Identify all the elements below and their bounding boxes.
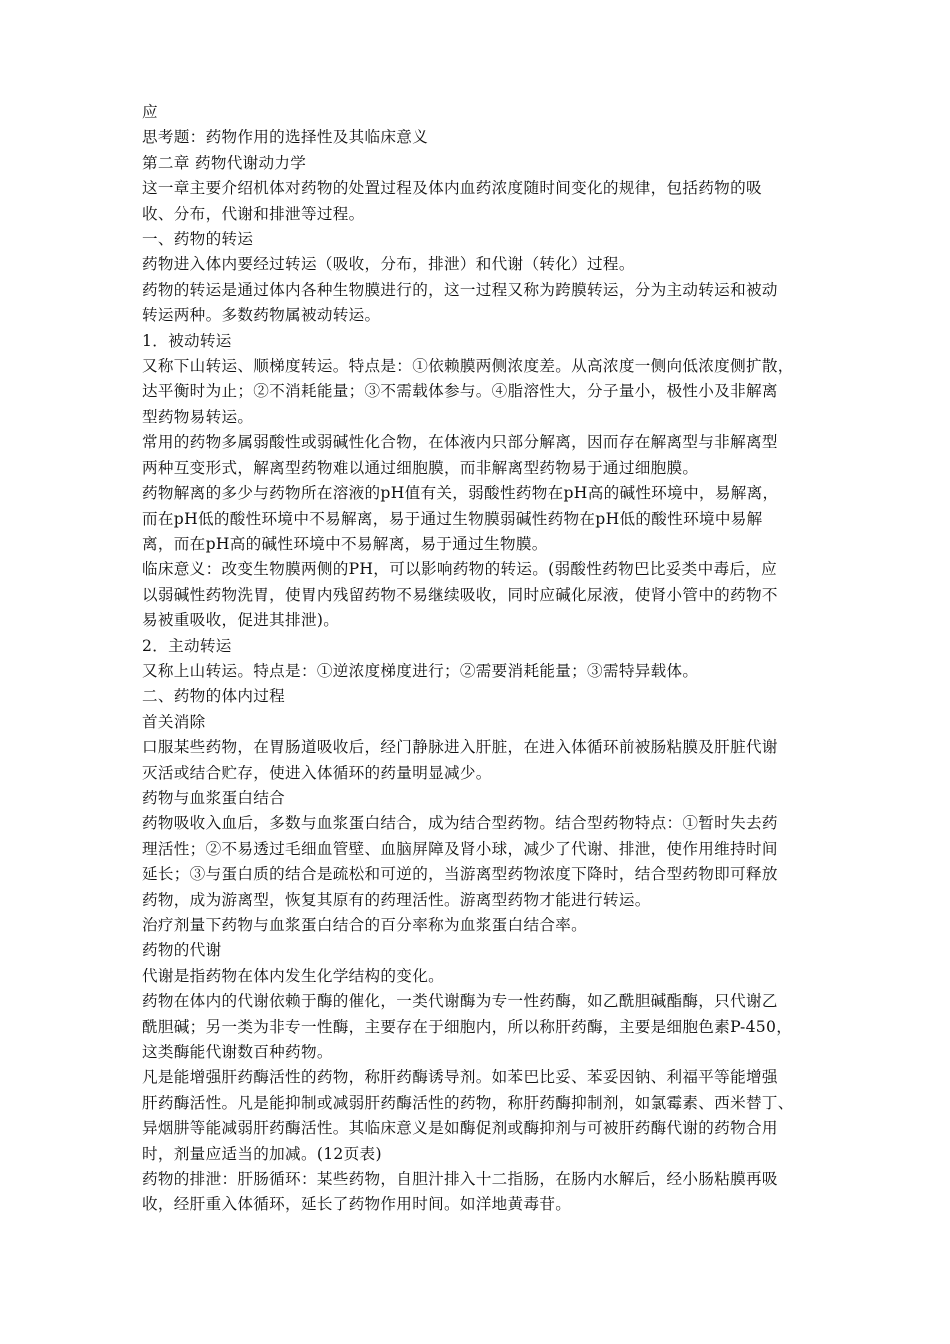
text-line: 口服某些药物，在胃肠道吸收后，经门静脉进入肝脏，在进入体循环前被肠粘膜及肝脏代谢 xyxy=(142,738,778,757)
text-line: 又称上山转运。特点是：①逆浓度梯度进行；②需要消耗能量；③需特异载体。 xyxy=(142,661,699,680)
text-line: 收、分布，代谢和排泄等过程。 xyxy=(142,204,365,223)
text-line: 理活性；②不易透过毛细血管壁、血脑屏障及肾小球，减少了代谢、排泄，使作用维持时间 xyxy=(142,839,778,858)
text-line: 首关消除 xyxy=(142,712,206,731)
text-line: 代谢是指药物在体内发生化学结构的变化。 xyxy=(142,966,444,985)
text-line: 这类酶能代谢数百种药物。 xyxy=(142,1043,333,1062)
text-line: 又称下山转运、顺梯度转运。特点是：①依赖膜两侧浓度差。从高浓度一侧向低浓度侧扩散， xyxy=(142,357,794,376)
text-line: 型药物易转运。 xyxy=(142,407,254,426)
text-line: 离，而在pH高的碱性环境中不易解离，易于通过生物膜。 xyxy=(142,534,548,553)
text-line: 应 xyxy=(142,103,158,121)
text-line: 临床意义：改变生物膜两侧的PH，可以影响药物的转运。(弱酸性药物巴比妥类中毒后，应 xyxy=(142,560,778,579)
text-line: 收，经肝重入体循环，延长了药物作用时间。如洋地黄毒苷。 xyxy=(142,1195,572,1214)
text-line: 异烟肼等能减弱肝药酶活性。其临床意义是如酶促剂或酶抑剂与可被肝药酶代谢的药物合用 xyxy=(142,1119,778,1138)
text-line: 达平衡时为止；②不消耗能量；③不需载体参与。④脂溶性大，分子量小，极性小及非解离 xyxy=(142,382,778,401)
text-line: 以弱碱性药物洗胃，使胃内残留药物不易继续吸收，同时应碱化尿液，使肾小管中的药物不 xyxy=(142,585,778,604)
text-line: 一、药物的转运 xyxy=(142,230,254,249)
text-line: 肝药酶活性。凡是能抑制或减弱肝药酶活性的药物，称肝药酶抑制剂，如氯霉素、西米替丁、 xyxy=(142,1093,794,1112)
text-line: 药物与血浆蛋白结合 xyxy=(142,788,286,807)
text-line: 药物在体内的代谢依赖于酶的催化，一类代谢酶为专一性药酶，如乙酰胆碱酯酶，只代谢乙 xyxy=(142,992,778,1011)
text-line: 药物，成为游离型，恢复其原有的药理活性。游离型药物才能进行转运。 xyxy=(142,890,651,909)
text-line: 酰胆碱；另一类为非专一性酶，主要存在于细胞内，所以称肝药酶，主要是细胞色素P-450， xyxy=(142,1017,793,1036)
text-line: 药物进入体内要经过转运（吸收，分布，排泄）和代谢（转化）过程。 xyxy=(142,255,635,274)
text-line: 延长；③与蛋白质的结合是疏松和可逆的，当游离型药物浓度下降时，结合型药物即可释放 xyxy=(142,865,778,884)
text-line: 药物的排泄：肝肠循环：某些药物，自胆汁排入十二指肠，在肠内水解后，经小肠粘膜再吸 xyxy=(142,1170,778,1189)
text-line: 这一章主要介绍机体对药物的处置过程及体内血药浓度随时间变化的规律，包括药物的吸 xyxy=(142,179,762,198)
text-line: 药物的代谢 xyxy=(142,941,222,960)
text-line: 而在pH低的酸性环境中不易解离，易于通过生物膜弱碱性药物在pH低的酸性环境中易解 xyxy=(142,509,763,528)
text-line: 思考题：药物作用的选择性及其临床意义 xyxy=(142,128,429,147)
text-line: 1．被动转运 xyxy=(142,331,232,350)
text-line: 转运两种。多数药物属被动转运。 xyxy=(142,306,381,325)
text-line: 两种互变形式，解离型药物难以通过细胞膜，而非解离型药物易于通过细胞膜。 xyxy=(142,458,699,477)
document-page xyxy=(142,100,822,1218)
text-line: 二、药物的体内过程 xyxy=(142,687,286,706)
text-line: 灭活或结合贮存，使进入体循环的药量明显减少。 xyxy=(142,763,492,782)
text-line: 药物吸收入血后，多数与血浆蛋白结合，成为结合型药物。结合型药物特点：①暂时失去药 xyxy=(142,814,778,833)
text-line: 第二章 药物代谢动力学 xyxy=(142,153,307,172)
text-line: 2．主动转运 xyxy=(142,636,232,655)
text-line: 药物的转运是通过体内各种生物膜进行的，这一过程又称为跨膜转运，分为主动转运和被动 xyxy=(142,280,778,299)
text-line: 易被重吸收，促进其排泄)。 xyxy=(142,611,340,630)
text-line: 常用的药物多属弱酸性或弱碱性化合物，在体液内只部分解离，因而存在解离型与非解离型 xyxy=(142,433,778,452)
text-line: 药物解离的多少与药物所在溶液的pH值有关，弱酸性药物在pH高的碱性环境中，易解离， xyxy=(142,484,779,503)
text-line: 凡是能增强肝药酶活性的药物，称肝药酶诱导剂。如苯巴比妥、苯妥因钠、利福平等能增强 xyxy=(142,1068,778,1087)
text-line: 时，剂量应适当的加减。(12页表) xyxy=(142,1144,382,1163)
text-line: 治疗剂量下药物与血浆蛋白结合的百分率称为血浆蛋白结合率。 xyxy=(142,916,588,934)
